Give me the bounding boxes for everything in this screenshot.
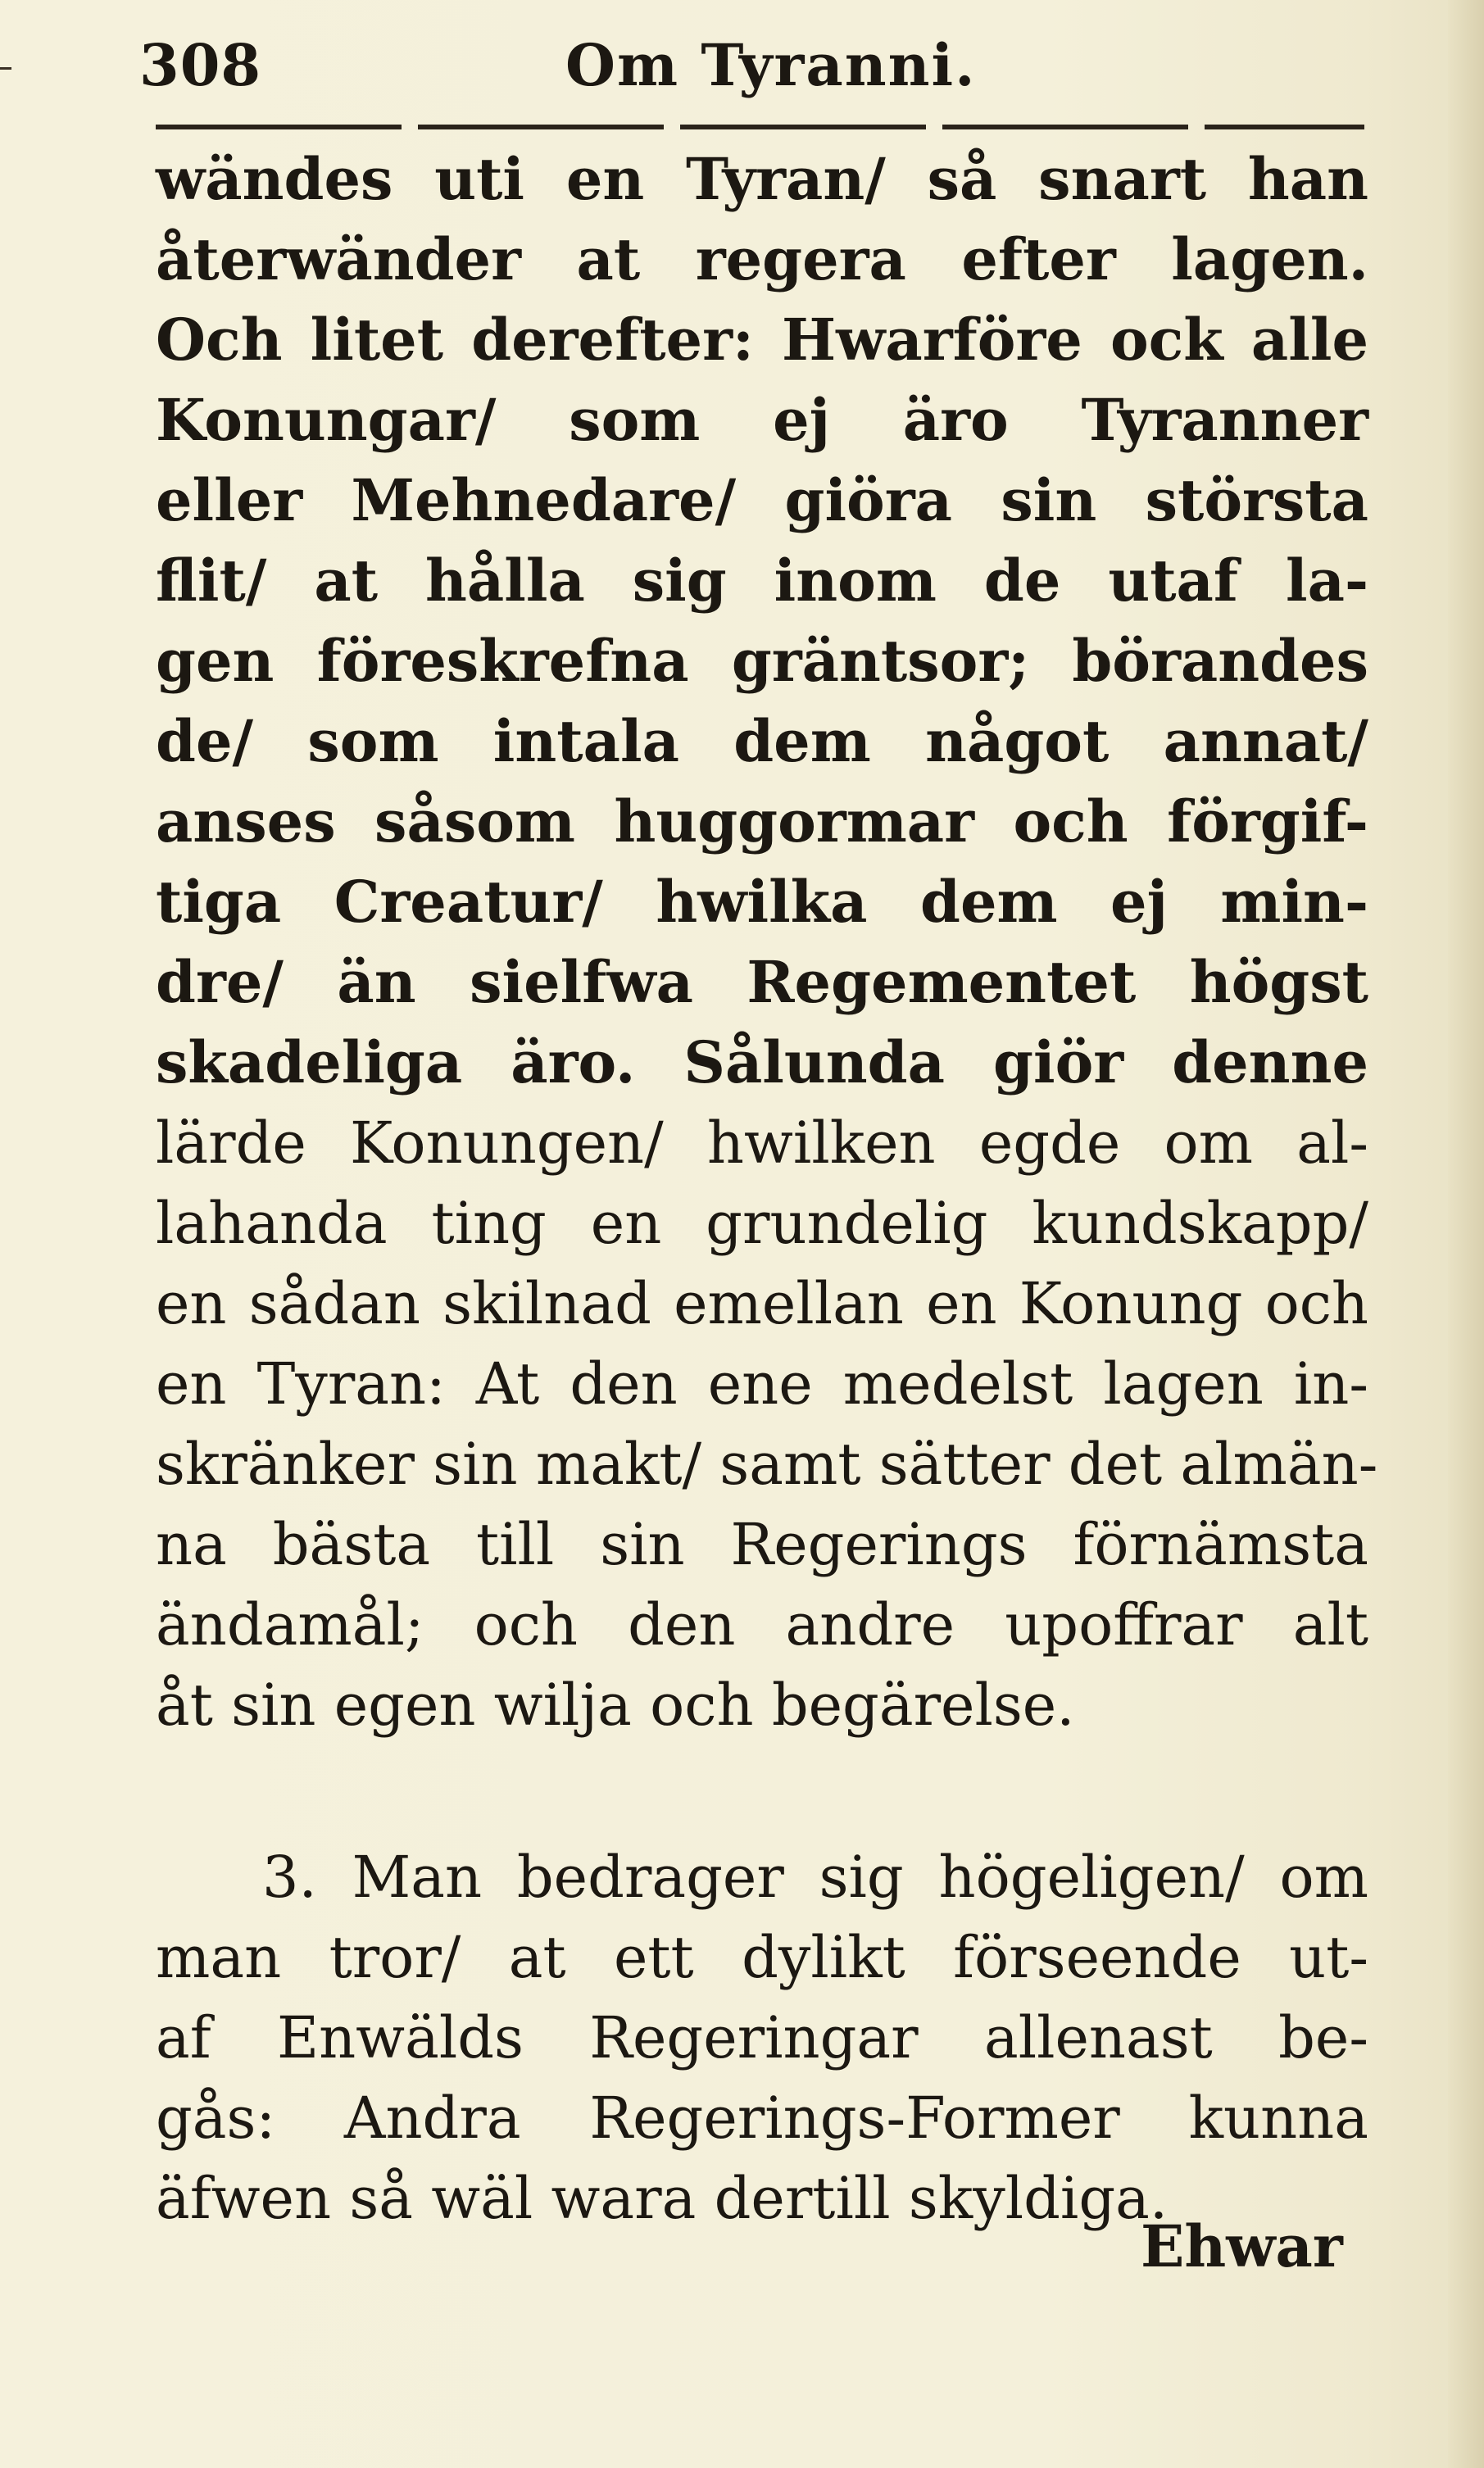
paragraph-2: [156, 1837, 1368, 2239]
text-line: wändes uti en Tyran/ så snart han: [156, 145, 1368, 213]
text-line: anses såsom huggormar och förgif-: [156, 787, 1368, 855]
text-line: skadeliga äro. Sålunda giör denne: [156, 1028, 1368, 1096]
text-line: åt sin egen wilja och begärelse.: [156, 1672, 1075, 1739]
paragraph-gap: [156, 1745, 1368, 1837]
text-line: man tror/ at ett dylikt förseende ut-: [156, 1924, 1368, 1991]
text-line: en Tyran: At den ene medelst lagen in-: [156, 1350, 1368, 1418]
text-line: eller Mehnedare/ giöra sin största: [156, 466, 1368, 534]
header-rule: [156, 125, 1364, 129]
text-line: lärde Konungen/ hwilken egde om al-: [156, 1109, 1368, 1177]
text-line: gen föreskrefna gräntsor; börandes: [156, 627, 1368, 695]
text-line: Konungar/ som ej äro Tyranner: [156, 386, 1368, 454]
text-line: tiga Creatur/ hwilka dem ej min-: [156, 868, 1368, 936]
margin-mark: [0, 67, 11, 70]
text-line: äfwen så wäl wara dertill skyldiga.: [156, 2165, 1169, 2232]
page-edge-shadow: [1448, 0, 1484, 2468]
catchword: Ehwar: [1141, 2212, 1343, 2280]
text-line: Och litet derefter: Hwarföre ock alle: [156, 306, 1368, 374]
running-title: Om Tyranni.: [565, 31, 977, 99]
text-line: skränker sin makt/ samt sätter det almän-: [156, 1431, 1378, 1498]
text-line: flit/ at hålla sig inom de utaf la-: [156, 547, 1368, 615]
text-line: ändamål; och den andre upoffrar alt: [156, 1591, 1368, 1658]
page-header: [139, 25, 1385, 115]
text-line: en sådan skilnad emellan en Konung och: [156, 1270, 1368, 1337]
text-line: gås: Andra Regerings-Former kunna: [156, 2085, 1368, 2152]
page-number: 308: [139, 31, 262, 99]
page-body: [156, 139, 1378, 2239]
text-line: 3. Man bedrager sig högeligen/ om: [262, 1844, 1368, 1911]
text-line: återwänder at regera efter lagen.: [156, 225, 1368, 293]
text-line: lahanda ting en grundelig kundskapp/: [156, 1190, 1368, 1257]
text-line: dre/ än sielfwa Regementet högst: [156, 948, 1368, 1016]
paragraph-1: [156, 139, 1378, 1745]
text-line: na bästa till sin Regerings förnämsta: [156, 1511, 1368, 1578]
text-line: de/ som intala dem något annat/: [156, 707, 1368, 775]
text-line: af Enwälds Regeringar allenast be-: [156, 2004, 1368, 2071]
